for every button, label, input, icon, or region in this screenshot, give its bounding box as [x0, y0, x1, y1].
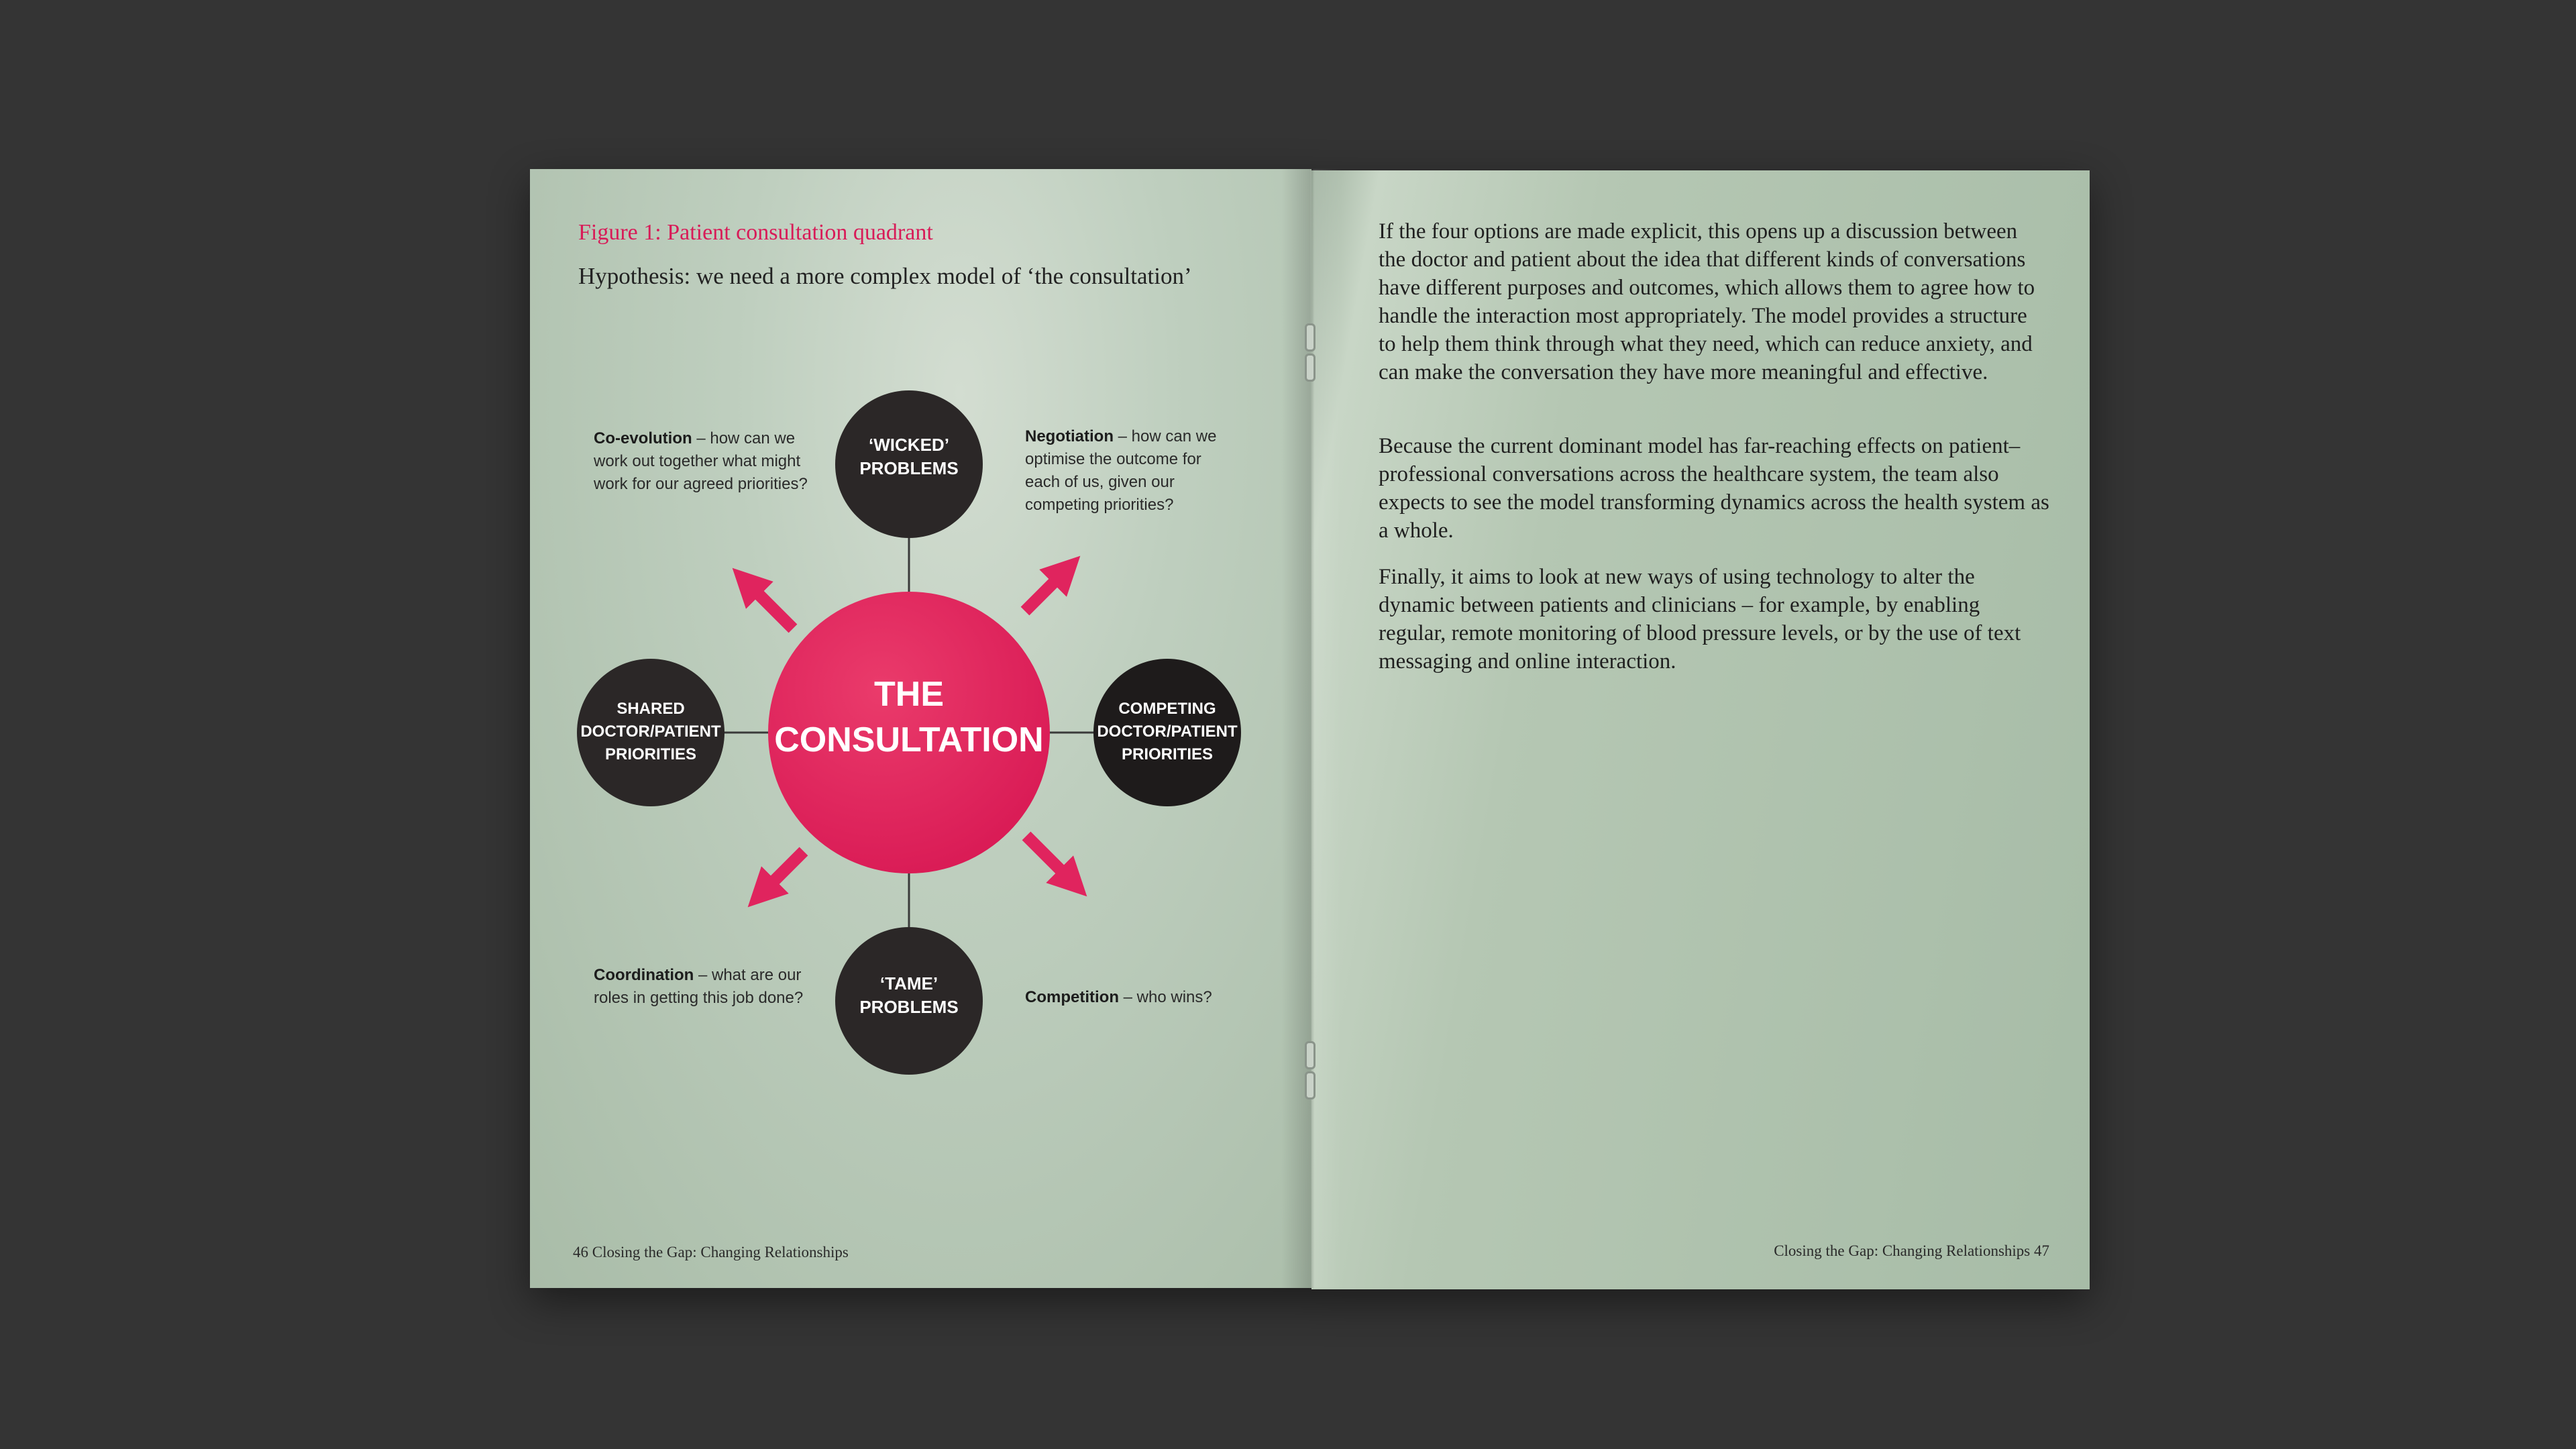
- quadrant-bottom-right: [1025, 986, 1267, 1009]
- quadrant-top-left: [594, 427, 808, 496]
- consultation-diagram: [530, 169, 1311, 1288]
- hypothesis-heading: Hypothesis: we need a more complex model of ‘the consultation’: [578, 263, 1192, 289]
- body-paragraph-2: Because the current dominant model has far-reaching effects on patient–professional conversations across the healthcare system, the team also expects to see the model transforming dynamics across the health system as a whole.: [1379, 434, 2049, 543]
- quadrant-bottom-left: [594, 964, 808, 1010]
- tame-problems-circle: [835, 927, 983, 1075]
- top-circle-line2: PROBLEMS: [859, 458, 959, 478]
- consultation-circle: [768, 592, 1050, 873]
- quadrant-top-right: [1025, 425, 1240, 517]
- left-circle-line2: DOCTOR/PATIENT: [580, 722, 721, 741]
- body-paragraph-3: Finally, it aims to look at new ways of using technology to alter the dynamic between patients and clinicians – for example, by enabling regular, remote monitoring of blood pressure levels, or by the use of text messaging and online interaction.: [1379, 565, 2021, 674]
- footer-right: Closing the Gap: Changing Relationships 47: [1774, 1242, 2049, 1259]
- quadrant-term: Negotiation: [1025, 427, 1114, 445]
- quadrant-term: Competition: [1025, 988, 1119, 1006]
- staple-top: [1305, 323, 1316, 352]
- quadrant-desc: – who wins?: [1118, 988, 1212, 1006]
- right-circle-line1: COMPETING: [1118, 700, 1216, 718]
- top-circle-line1: ‘WICKED’: [869, 435, 949, 455]
- left-page: [530, 169, 1311, 1288]
- quadrant-term: Co-evolution: [594, 429, 692, 447]
- left-circle-line3: PRIORITIES: [604, 745, 697, 763]
- quadrant-desc: – how can we optimise the outcome for each of us, given our competing priorities?: [1025, 427, 1217, 514]
- left-circle-line1: SHARED: [616, 700, 685, 718]
- quadrant-desc: – how can we work out together what might work for our agreed priorities?: [594, 429, 808, 493]
- staple-bottom-2: [1305, 1071, 1316, 1099]
- center-label-line2: CONSULTATION: [774, 720, 1044, 759]
- right-circle-line2: DOCTOR/PATIENT: [1097, 722, 1238, 741]
- arrow-down-left: [761, 851, 804, 894]
- right-page: [1311, 170, 2090, 1289]
- competing-priorities-circle: [1093, 659, 1241, 806]
- staple-top-2: [1305, 354, 1316, 382]
- brochure-spread: [530, 169, 2090, 1288]
- quadrant-term: Coordination: [594, 966, 694, 984]
- right-circle-line3: PRIORITIES: [1121, 745, 1214, 763]
- center-label-line1: THE: [874, 675, 944, 714]
- shared-priorities-circle: [577, 659, 724, 806]
- arrow-up-right: [1025, 570, 1067, 611]
- arrow-up-left: [746, 582, 793, 629]
- body-paragraph-1: If the four options are made explicit, this opens up a discussion between the doctor and patient about the idea that different kinds of conversations have different purposes and outcomes, which allows them to agree how to handle the interaction most appropriately. The model provides a structure to help them think through what they need, which can reduce anxiety, and can make the conversation they have more meaningful and effective.: [1379, 219, 2035, 384]
- footer-left: 46 Closing the Gap: Changing Relationships: [573, 1244, 849, 1260]
- bottom-circle-line1: ‘TAME’: [879, 973, 938, 994]
- staple-bottom: [1305, 1041, 1316, 1069]
- figure-caption: Figure 1: Patient consultation quadrant: [578, 220, 933, 245]
- arrow-down-right: [1026, 836, 1073, 883]
- wicked-problems-circle: [835, 390, 983, 538]
- quadrant-desc: – what are our roles in getting this job done?: [594, 966, 804, 1007]
- bottom-circle-line2: PROBLEMS: [859, 997, 959, 1017]
